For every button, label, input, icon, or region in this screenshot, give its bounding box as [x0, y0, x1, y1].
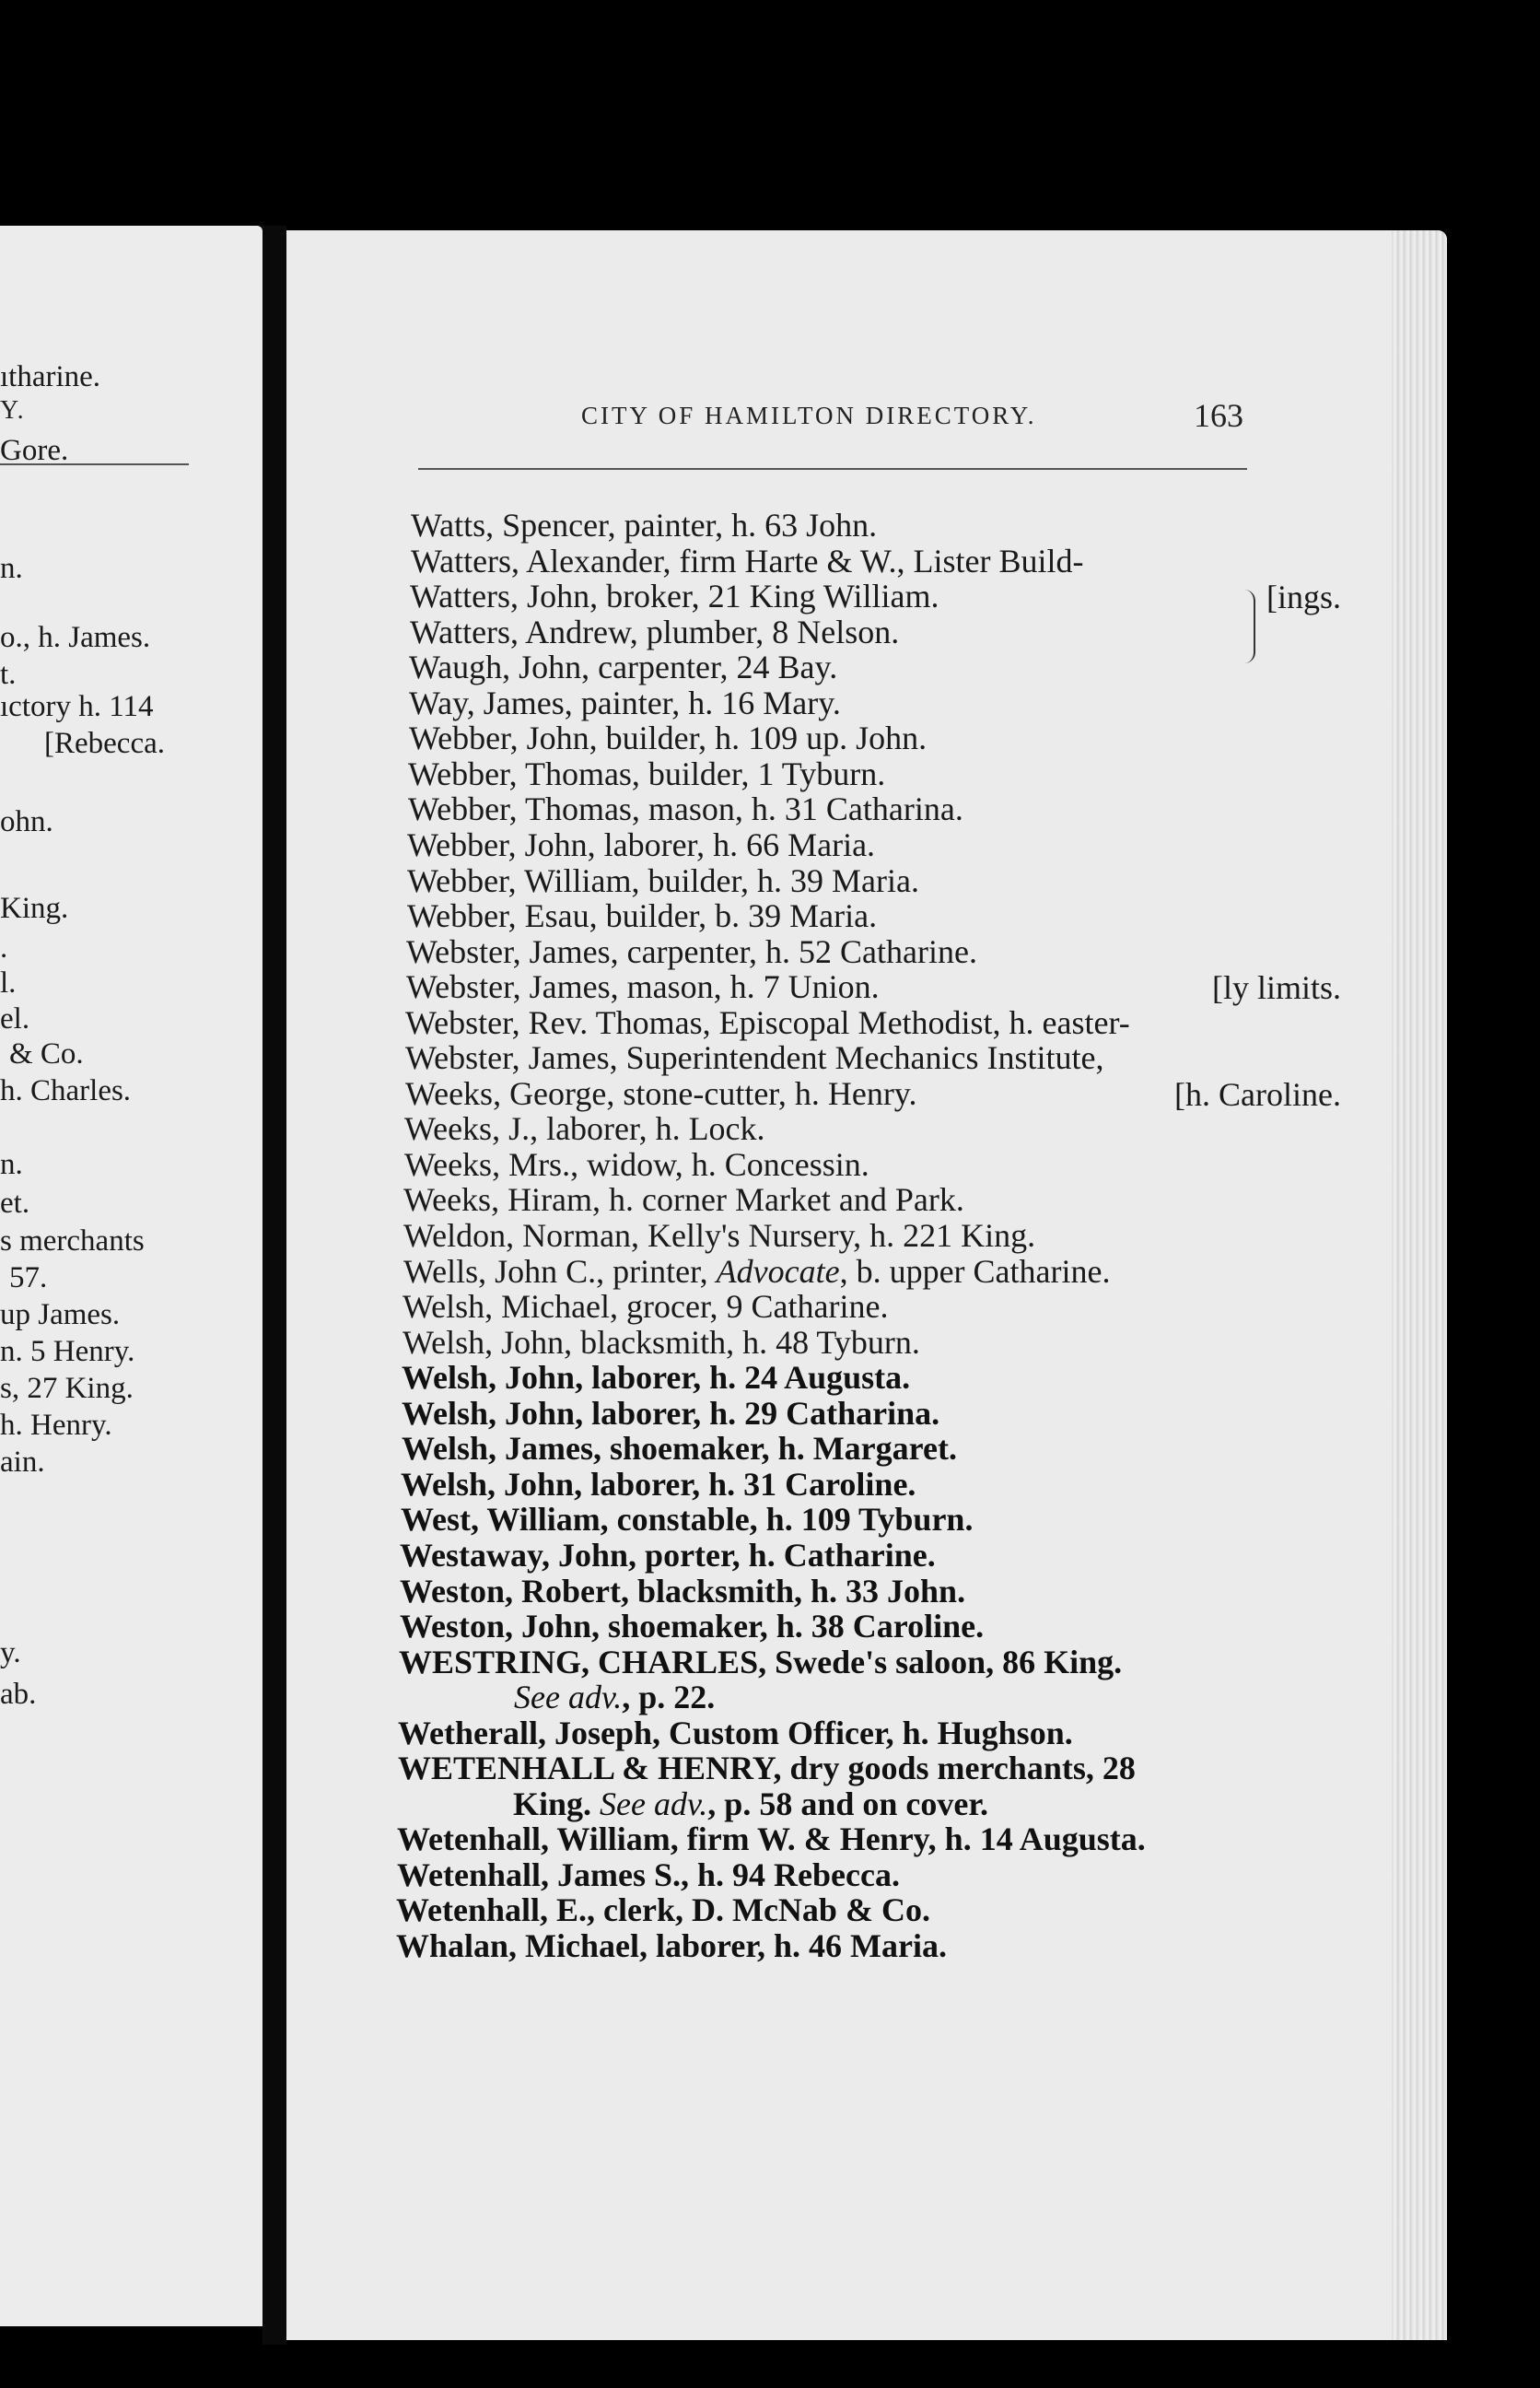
- directory-entry: Westaway, John, porter, h. Catharine.: [400, 1536, 936, 1574]
- directory-entry: Weston, Robert, blacksmith, h. 33 John.: [400, 1572, 966, 1610]
- directory-entry: Wetenhall, E., clerk, D. McNab & Co.: [396, 1891, 930, 1929]
- left-page-line: ab.: [0, 1678, 37, 1711]
- directory-entry: Welsh, John, laborer, h. 24 Augusta.: [402, 1359, 911, 1397]
- directory-entry: Watters, John, broker, 21 King William.: [410, 578, 939, 615]
- left-page-fragment: [0, 226, 262, 2326]
- left-page-line: [Rebecca.: [44, 727, 165, 760]
- directory-entry: Wells, John C., printer, Advocate, b. upper Catharine.: [403, 1252, 1111, 1290]
- left-page-line: l.: [0, 966, 17, 1000]
- left-page-line: ain.: [0, 1446, 45, 1479]
- directory-entry: Webster, Rev. Thomas, Episcopal Methodist, h. easter-: [405, 1003, 1130, 1041]
- left-page-line: s, 27 King.: [0, 1372, 134, 1405]
- left-page-line: ıctory h. 114: [0, 690, 154, 723]
- left-running-head: Y.: [0, 396, 26, 425]
- directory-entry: Webster, James, Superintendent Mechanics Institute,: [405, 1039, 1104, 1077]
- directory-entry: Weeks, J., laborer, h. Lock.: [404, 1110, 765, 1148]
- directory-entry: Webber, John, builder, h. 109 up. John.: [409, 720, 928, 757]
- running-head: CITY OF HAMILTON DIRECTORY.: [581, 402, 1037, 429]
- directory-entry: Weeks, George, stone-cutter, h. Henry.: [405, 1074, 917, 1112]
- directory-entry: Webber, John, laborer, h. 66 Maria.: [407, 825, 876, 863]
- directory-entry: Wetherall, Joseph, Custom Officer, h. Hughson.: [398, 1714, 1073, 1751]
- directory-entry: Webber, Esau, builder, b. 39 Maria.: [407, 897, 878, 935]
- directory-entry: Watts, Spencer, painter, h. 63 John.: [411, 507, 878, 544]
- directory-entry: Weldon, Norman, Kelly's Nursery, h. 221 King.: [403, 1217, 1036, 1254]
- left-page-line: n.: [0, 552, 23, 585]
- directory-entry: Weston, John, shoemaker, h. 38 Caroline.: [400, 1608, 985, 1645]
- left-page-line: y.: [0, 1636, 21, 1669]
- directory-entry: Webber, William, builder, h. 39 Maria.: [407, 861, 919, 899]
- directory-entry: See adv., p. 22.: [514, 1679, 716, 1716]
- directory-entry: Welsh, John, laborer, h. 31 Caroline.: [401, 1465, 916, 1503]
- left-page-line: n. 5 Henry.: [0, 1335, 135, 1368]
- directory-entry: Weeks, Mrs., widow, h. Concessin.: [404, 1145, 869, 1183]
- directory-entry: Webber, Thomas, builder, 1 Tyburn.: [408, 755, 886, 792]
- directory-entry: Welsh, John, laborer, h. 29 Catharina.: [402, 1394, 940, 1432]
- book-spine: [262, 226, 286, 2345]
- directory-entry: Whalan, Michael, laborer, h. 46 Maria.: [396, 1927, 947, 1964]
- left-page-line: h. Henry.: [0, 1409, 112, 1442]
- directory-entry: Wetenhall, William, firm W. & Henry, h. 14 Augusta.: [397, 1820, 1146, 1858]
- entry-continuation-note: [ly limits.: [1211, 969, 1341, 1007]
- directory-entry: Webster, James, carpenter, h. 52 Catharine.: [406, 932, 977, 970]
- left-page-line: et.: [0, 1187, 30, 1220]
- directory-entry: Welsh, Michael, grocer, 9 Catharine.: [402, 1288, 889, 1326]
- directory-entry: Weeks, Hiram, h. corner Market and Park.: [403, 1181, 964, 1219]
- directory-entry: Welsh, John, blacksmith, h. 48 Tyburn.: [402, 1323, 920, 1361]
- left-page-line: n.: [0, 1148, 23, 1181]
- entry-continuation-note: [ings.: [1266, 579, 1341, 616]
- page-number: 163: [1194, 397, 1243, 434]
- directory-entry: King. See adv., p. 58 and on cover.: [513, 1785, 989, 1822]
- entry-continuation-note: [h. Caroline.: [1174, 1075, 1341, 1113]
- directory-entry: Welsh, James, shoemaker, h. Margaret.: [402, 1430, 957, 1468]
- directory-entry: WETENHALL & HENRY, dry goods merchants, 28: [398, 1750, 1136, 1787]
- left-page-line: up James.: [0, 1298, 121, 1331]
- right-page: [286, 230, 1447, 2340]
- directory-entry: Webster, James, mason, h. 7 Union.: [406, 968, 880, 1006]
- directory-entry: WESTRING, CHARLES, Swede's saloon, 86 King.: [399, 1643, 1123, 1680]
- left-page-line: ohn.: [0, 805, 53, 838]
- left-page-line: el.: [0, 1002, 30, 1036]
- left-page-line: o., h. James.: [0, 621, 151, 654]
- left-page-line: & Co.: [9, 1037, 84, 1071]
- left-page-line: s merchants: [0, 1224, 145, 1258]
- left-page-line: h. Charles.: [0, 1074, 132, 1107]
- directory-entry: Wetenhall, James S., h. 94 Rebecca.: [397, 1855, 900, 1893]
- left-page-line: .: [0, 931, 8, 965]
- directory-entry: Watters, Andrew, plumber, 8 Nelson.: [410, 613, 900, 650]
- left-page-line: King.: [0, 892, 69, 925]
- left-page-line: Gore.: [0, 434, 69, 467]
- directory-entry: West, William, constable, h. 109 Tyburn.: [401, 1501, 974, 1539]
- directory-entry: Waugh, John, carpenter, 24 Bay.: [409, 649, 838, 686]
- left-page-line: 57.: [9, 1261, 48, 1294]
- directory-entries: [286, 230, 1447, 2340]
- directory-entry: Way, James, painter, h. 16 Mary.: [409, 684, 841, 721]
- directory-entry: Watters, Alexander, firm Harte & W., Lister Build-: [411, 542, 1084, 579]
- directory-entry: Webber, Thomas, mason, h. 31 Catharina.: [408, 790, 963, 828]
- left-page-line: ıtharine.: [0, 360, 101, 393]
- left-page-line: t.: [0, 658, 17, 691]
